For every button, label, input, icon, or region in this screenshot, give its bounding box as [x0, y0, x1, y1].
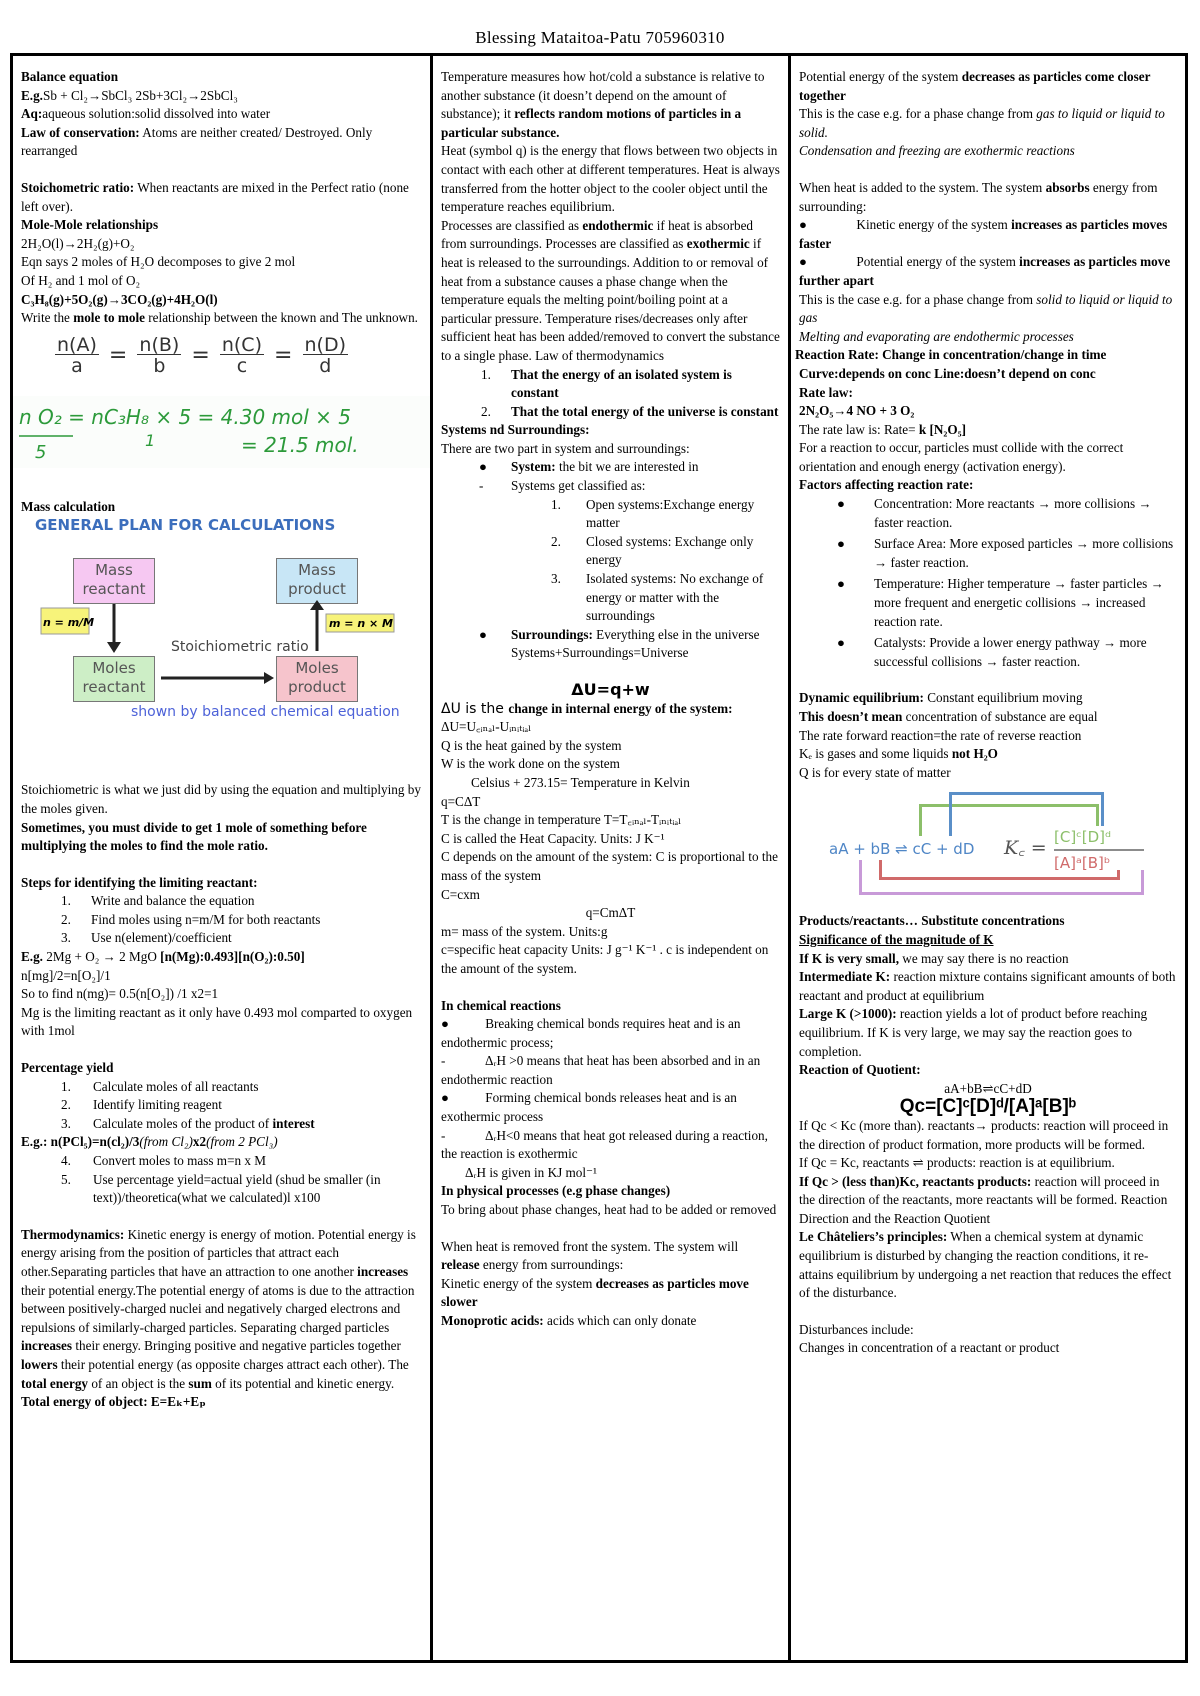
- collision-text: For a reaction to occur, particles must collide with the correct orientation and enough energy (activation energy).: [799, 440, 1124, 474]
- factors-title: Factors affecting reaction rate:: [799, 477, 974, 493]
- box-mass-product: Mass product: [276, 558, 358, 604]
- list-item: ● Catalysts: Provide a lower energy pathway → more successful collisions → faster reaction.: [837, 635, 1147, 669]
- rate-law-title: Rate law:: [799, 384, 853, 400]
- case-1: This is the case e.g. for a phase change from gas to liquid or liquid to solid.: [799, 106, 1165, 140]
- t-change: T is the change in temperature T=T꜀ᵢₙₐₗ-Tᵢₙᵢₜᵢₐₗ: [441, 812, 682, 828]
- list-item: 3. Calculate moles of the product of interest: [61, 1115, 315, 1131]
- balance-title: Balance equation: [21, 69, 119, 84]
- thermodynamics-paragraph: Thermodynamics: Kinetic energy is energy of motion. Potential energy is energy arising from the position of particles that attract each other.Separating particles that have an attraction to one another increases their potential energy.The potential energy of atoms is due to the attraction between positively-charged nuclei and negatively charged electrons and repulsions of similarly-charged particles. Separating charged particles increases their energy. Bringing positive and negative particles together lowers their potential energy (as opposite charges attract each other). The total energy of an object is the sum of its potential and kinetic energy. Total energy of object: E=Eₖ+Eₚ: [21, 1226, 416, 1410]
- heat-added: When heat is added to the system. The system absorbs energy from surrounding:: [799, 179, 1158, 214]
- systems-title: Systems nd Surroundings:: [441, 422, 590, 438]
- m-formula: m = n × M: [329, 617, 393, 631]
- law-of-conservation: Law of conservation: Atoms are neither created/ Destroyed. Only rearranged: [21, 124, 373, 159]
- shown-by-label: shown by balanced chemical equation: [131, 704, 400, 721]
- w-definition: W is the work done on the system: [441, 756, 620, 772]
- balance-example: E.g.Sb + Cl₂→SbCl₃ 2Sb+3Cl₂→2SbCl₃: [21, 87, 238, 103]
- divide-note: Sometimes, you must divide to get 1 mole of something before multiplying the moles to find the mole ratio.: [21, 819, 367, 854]
- kc-reaction: aA + bB ⇌ cC + dD: [829, 840, 975, 859]
- plan-title: GENERAL PLAN FOR CALCULATIONS: [35, 516, 336, 535]
- plan-arrows: [21, 516, 421, 781]
- list-item: 1. That the energy of an isolated system is constant: [481, 366, 732, 401]
- list-item: ● Kinetic energy of the system increases as particles moves faster: [799, 217, 1168, 251]
- list-item: ● System: the bit we are interested in: [479, 459, 699, 475]
- aq-definition: Aq:aqueous solution:solid dissolved into water: [21, 106, 271, 122]
- write-mole-text: Write the mole to mole relationship between the known and The unknown.: [21, 310, 418, 326]
- kc-label: K꜀ =: [1004, 837, 1047, 860]
- handwritten-denominator: 5: [35, 441, 47, 463]
- list-item: ● Concentration: More reactants → more collisions → faster reaction.: [837, 496, 1152, 530]
- system-universe: Systems+Surroundings=Universe: [511, 645, 689, 661]
- mole-title: Mole-Mole relationships: [21, 217, 159, 233]
- list-item: ● Forming chemical bonds releases heat and is an exothermic process: [441, 1090, 737, 1125]
- limiting-conclusion: Mg is the limiting reactant as it only have 0.493 mol comparted to oxygen with 1mol: [21, 1004, 413, 1039]
- heat-removed: When heat is removed front the system. The system will release energy from surroundings:: [441, 1238, 739, 1273]
- dynamic-meaning: This doesn’t mean concentration of substance are equal: [799, 709, 1098, 724]
- mass-calc-title: Mass calculation: [21, 498, 116, 514]
- calculation-plan-diagram: [21, 516, 422, 781]
- heat-paragraph: Heat (symbol q) is the energy that flows between two objects in contact with each other at different temperatures. Heat is always transferred from the hotter object to the cooler object until the temperature reaches equilibrium.: [441, 143, 780, 215]
- list-item: 5. Use percentage yield=actual yield (shud be smaller (in text))/theoretica(what we calculated)l x100: [61, 1171, 381, 1206]
- systems-intro: There are two part in system and surroundings:: [441, 440, 690, 456]
- cheat-sheet-frame: [10, 53, 1188, 1663]
- q-equation: q=CΔT: [441, 793, 481, 809]
- list-item: - ΔᵣH >0 means that heat has been absorbed and in an endothermic reaction: [441, 1053, 761, 1087]
- stoich-ratio: Stoichometric ratio: When reactants are mixed in the Perfect ratio (none left over).: [21, 179, 409, 214]
- c-depends: C depends on the amount of the system: C is proportional to the mass of the system: [441, 849, 778, 883]
- kc-numerator: [C]ᶜ[D]ᵈ: [1054, 828, 1112, 847]
- qc-more: If Qc > (less than)Kc, reactants products: reaction will proceed in the direction of the reactants, more reactants will be formed. Reaction Direction and the Reaction Quotient: [799, 1173, 1168, 1226]
- physical-title: In physical processes (e.g phase changes): [441, 1183, 671, 1199]
- list-item: 1. Open systems:Exchange energy matter: [551, 496, 755, 531]
- qc-equal: If Qc = Kc, reactants ⇌ products: reaction is at equilibrium.: [799, 1155, 1115, 1171]
- in-chem-title: In chemical reactions: [441, 997, 561, 1013]
- du-definition: ΔU is the change in internal energy of the system: ΔU=U꜀ᵢₙₐₗ-Uᵢₙᵢₜᵢₐₗ: [441, 700, 733, 735]
- list-item: 3. Isolated systems: No exchange of energy or matter with the surroundings: [551, 571, 764, 624]
- kc-expression-figure: [799, 782, 1177, 912]
- limiting-steps-list: [21, 892, 422, 948]
- pcl5-example: E.g.: n(PCl₅)=n(cl₂)/3(from Cl₂)x2(from 2 PCl₃): [21, 1134, 278, 1150]
- box-moles-reactant: Moles reactant: [73, 656, 155, 702]
- mole-ratio-formula: $\frac{n(A)}{a}$ = $\frac{n(B)}{b}$ = $\frac{n(C)}{c}$ = $\frac{n(D)}{d}$: [57, 333, 347, 378]
- list-item: ● Potential energy of the system increases as particles move further apart: [799, 254, 1171, 288]
- handwritten-line-1: n O₂ = nC₃H₈ × 5 = 4.30 mol × 5: [19, 404, 352, 429]
- kinetic-decrease: Kinetic energy of the system decreases as particles move slower: [441, 1275, 749, 1310]
- k-small: If K is very small, we may say there is no reaction: [799, 950, 1069, 966]
- dh-units: ΔᵣH is given in KJ mol⁻¹: [465, 1164, 597, 1180]
- mole-equation: 2H₂O(l)→2H₂(g)+O₂: [21, 235, 135, 251]
- n-formula: n = m/M: [43, 616, 95, 630]
- list-item: - ΔᵣH<0 means that heat got released during a reaction, the reaction is exothermic: [441, 1127, 768, 1162]
- list-item: 1. Write and balance the equation: [61, 893, 255, 909]
- column-2: [433, 56, 791, 1660]
- list-item: 2. Closed systems: Exchange only energy: [551, 533, 754, 568]
- list-item: 3. Use n(element)/coefficient: [61, 930, 232, 946]
- stoich-desc: Stoichiometric is what we just did by using the equation and multiplying by the moles given.: [21, 782, 421, 816]
- products-reactants-title: Products/reactants… Substitute concentrations: [799, 913, 1065, 929]
- list-item: ● Surroundings: Everything else in the universe: [479, 626, 760, 642]
- le-chatelier: Le Châteliers’s principles: When a chemical system at dynamic equilibrium is disturbed by changing the reaction conditions, it re-attains equilibrium by undergoing a net reaction that reduces the effect of the disturbance.: [799, 1229, 1172, 1301]
- list-item: 2. Identify limiting reagent: [61, 1097, 222, 1113]
- physical-text: To bring about phase changes, heat had to be added or removed: [441, 1202, 777, 1218]
- page-header: Blessing Mataitoa-Patu 705960310: [475, 28, 725, 47]
- list-item: 2. Find moles using n=m/M for both reactants: [61, 911, 321, 927]
- process-paragraph: Processes are classified as endothermic if heat is absorbed from surroundings. Processes are classified as exothermic if heat is released to the surroundings. Addition to or removal of heat from a substance causes a phase change when the temperature equals the melting point/boiling point at a particular pressure. Temperature rises/decreases only after sufficient heat has been added/removed to convert the substance to a single phase. Law of thermodynamics: [441, 217, 780, 363]
- q-every-state: Q is for every state of matter: [799, 764, 951, 780]
- list-item: - Systems get classified as:: [479, 478, 646, 494]
- pe-decrease: Potential energy of the system decreases as particles come closer together: [799, 69, 1151, 103]
- list-item: 4. Convert moles to mass m=n x M: [61, 1153, 267, 1168]
- dynamic-equilibrium: Dynamic equilibrium: Constant equilibrium moving: [799, 690, 1083, 706]
- c-specific: c=specific heat capacity Units: J g⁻¹ K⁻¹ . c is independent on the amount of the system.: [441, 942, 769, 976]
- column-3: [791, 56, 1185, 1660]
- list-item: ● Temperature: Higher temperature → faster particles → more frequent and energetic collisions → increased reaction rate.: [837, 576, 1164, 629]
- mole-says-1: Eqn says 2 moles of H₂O decomposes to give 2 mol: [21, 254, 296, 270]
- qc-equation: Qc=[C]ᶜ[D]ᵈ/[A]ᵃ[B]ᵇ: [899, 1096, 1077, 1118]
- qc-less: If Qc < Kc (more than). reactants→ products: reaction will proceed in the direction of product formation, more products will be formed.: [799, 1117, 1169, 1152]
- celsius-kelvin: Celsius + 273.15= Temperature in Kelvin: [471, 774, 690, 790]
- stoich-ratio-label: Stoichiometric ratio: [171, 639, 309, 656]
- significance-title: Significance of the magnitude of K: [799, 931, 994, 947]
- list-item: 1. Calculate moles of all reactants: [61, 1078, 259, 1094]
- rate-forward: The rate forward reaction=the rate of reverse reaction: [799, 727, 1082, 743]
- disturbances-text: Changes in concentration of a reactant or product: [799, 1340, 1060, 1356]
- mg-example: E.g. 2Mg + O₂ → 2 MgO [n(Mg):0.493][n(O₂):0.50]: [21, 949, 305, 965]
- kc-gases: Kₑ is gases and some liquids not H₂O: [799, 746, 998, 762]
- reaction-rate-title: Reaction Rate: Change in concentration/change in time: [795, 347, 1107, 363]
- handwritten-denominator-2: 1: [145, 430, 156, 450]
- rq-equation: aA+bB⇌cC+dD: [944, 1080, 1032, 1096]
- reaction-quotient-title: Reaction of Quotient:: [799, 1062, 921, 1078]
- q-equation-2: q=CmΔT: [585, 905, 636, 921]
- condensation-note: Condensation and freezing are exothermic reactions: [799, 143, 1075, 159]
- m-mass: m= mass of the system. Units:g: [441, 923, 608, 939]
- list-item: ● Surface Area: More exposed particles → more collisions → faster reaction.: [837, 536, 1174, 570]
- rate-law-equation: 2N₂O₅→4 NO + 3 O₂: [799, 403, 915, 419]
- box-mass-reactant: Mass reactant: [73, 558, 155, 604]
- du-equation: ΔU=q+w: [571, 680, 650, 699]
- case-2: This is the case e.g. for a phase change from solid to liquid or liquid to gas: [799, 291, 1173, 326]
- mole-equation-2: C₃H₈(g)+5O₂(g)→3CO₂(g)+4H₂O(l): [21, 291, 218, 307]
- c-heat: C is called the Heat Capacity. Units: J K⁻¹: [441, 830, 665, 846]
- mole-says-2: Of H₂ and 1 mol of O₂: [21, 272, 141, 288]
- c-equation: C=cxm: [441, 886, 480, 902]
- k-large: Large K (>1000): reaction yields a lot of product before reaching equilibrium. If K is very large, we may say the reaction goes to completion.: [799, 1006, 1148, 1059]
- rate-law-text: The rate law is: Rate= k [N₂O₅]: [799, 421, 966, 437]
- column-1: [13, 56, 433, 1660]
- limiting-steps-title: Steps for identifying the limiting reactant:: [21, 874, 258, 890]
- nmg-line: n[mg]/2=n[O₂]/1: [21, 967, 111, 983]
- list-item: ● Breaking chemical bonds requires heat and is an endothermic process;: [441, 1016, 741, 1050]
- handwritten-calculation: [13, 396, 422, 468]
- sofind-line: So to find n(mg)= 0.5(n[O₂]) /1 x2=1: [21, 986, 219, 1002]
- percentage-yield-title: Percentage yield: [21, 1060, 114, 1076]
- list-item: 2. That the total energy of the universe is constant: [481, 403, 779, 419]
- temperature-paragraph: Temperature measures how hot/cold a substance is relative to another substance (it doesn’t depend on the amount of substance); it reflects random motions of particles in a particular substance.: [441, 69, 765, 140]
- disturbances-title: Disturbances include:: [799, 1321, 914, 1337]
- box-moles-product: Moles product: [276, 656, 358, 702]
- curve-line: Curve:depends on conc Line:doesn’t depend on conc: [799, 365, 1096, 381]
- monoprotic: Monoprotic acids: acids which can only donate: [441, 1313, 697, 1328]
- melting-note: Melting and evaporating are endothermic processes: [799, 328, 1074, 344]
- kc-denominator: [A]ᵃ[B]ᵇ: [1054, 854, 1111, 873]
- q-definition: Q is the heat gained by the system: [441, 737, 622, 753]
- k-intermediate: Intermediate K: reaction mixture contains significant amounts of both reactant and product at equilibrium: [799, 969, 1176, 1003]
- handwritten-line-2: = 21.5 mol.: [241, 432, 359, 457]
